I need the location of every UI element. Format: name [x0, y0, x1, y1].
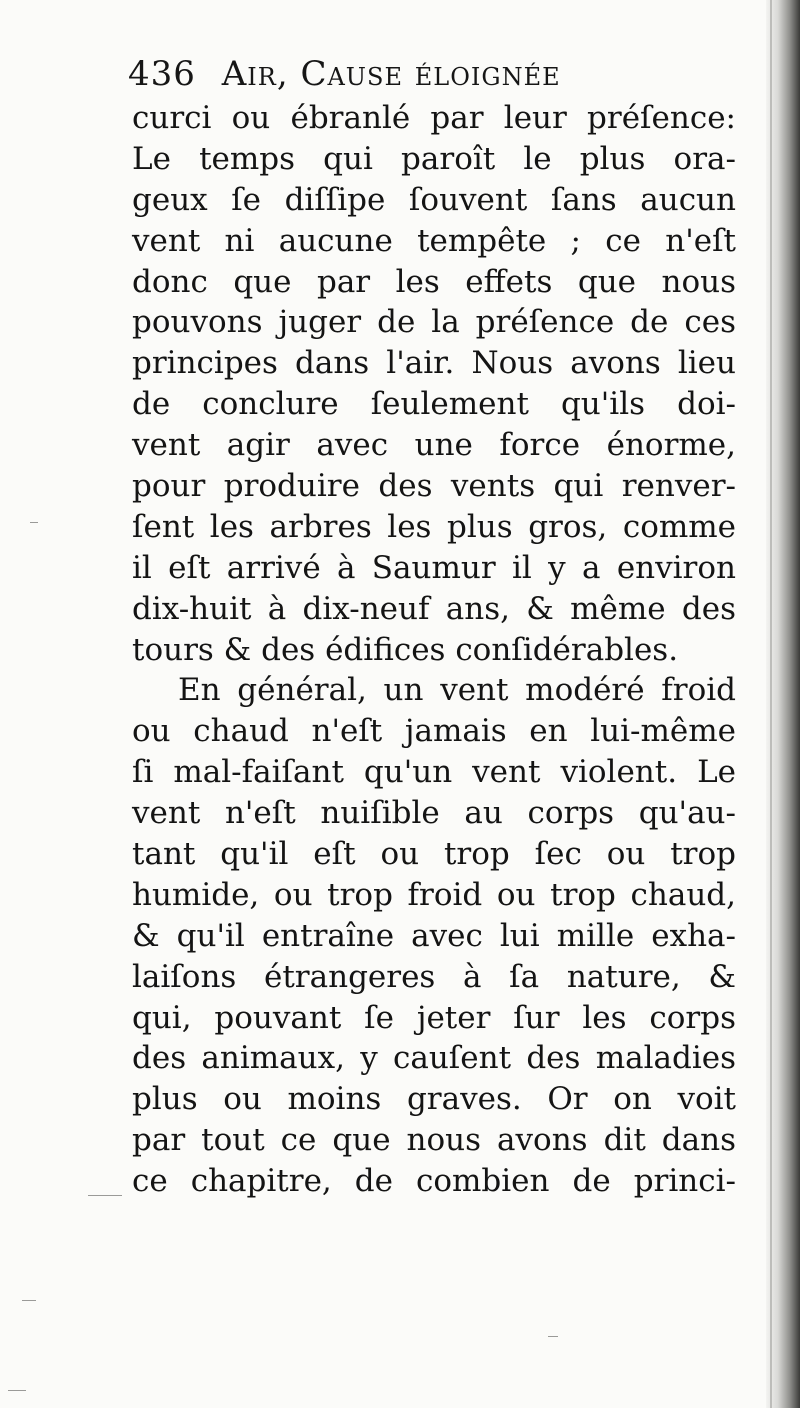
text-line: dix-huit à dix-neuf ans, & même des — [132, 590, 736, 627]
text-line: pouvons juger de la préſence de ces — [132, 304, 736, 341]
page-binding-edge — [766, 0, 800, 1408]
page-number: 436 — [128, 54, 196, 94]
text-line: vent agir avec une force énorme, — [132, 427, 736, 464]
text-line: ſi mal-faiſant qu'un vent violent. Le — [132, 754, 736, 791]
text-line: & qu'il entraîne avec lui mille exha- — [132, 917, 736, 954]
text-line: il eſt arrivé à Saumur il y a environ — [132, 549, 736, 586]
paragraph-end-line: tours & des édifices conſidérables. — [132, 631, 679, 668]
paper-speck — [548, 1336, 558, 1337]
text-line: principes dans l'air. Nous avons lieu — [132, 345, 736, 382]
text-line: curci ou ébranlé par leur préſence: — [132, 100, 736, 136]
text-line: humide, ou trop froid ou trop chaud, — [132, 876, 736, 913]
running-head-title: Air, Cause éloignée — [221, 54, 561, 94]
paper-speck — [88, 1195, 122, 1196]
text-line: par tout ce que nous avons dit dans — [132, 1122, 736, 1159]
text-line: Le temps qui paroît le plus ora- — [132, 140, 736, 177]
text-line: ſent les arbres les plus gros, comme — [132, 508, 736, 545]
text-line: vent ni aucune tempête ; ce n'eſt — [132, 222, 736, 259]
paper-speck — [30, 522, 38, 523]
text-line: geux ſe diſſipe ſouvent ſans aucun — [132, 181, 736, 218]
text-line: ce chapitre, de combien de princi- — [132, 1163, 736, 1200]
text-line: plus ou moins graves. Or on voit — [132, 1081, 736, 1118]
text-line: pour produire des vents qui renver- — [132, 468, 736, 505]
text-line: donc que par les effets que nous — [132, 263, 736, 300]
text-line: tant qu'il eſt ou trop ſec ou trop — [132, 836, 736, 873]
body-text — [132, 98, 736, 1202]
paragraph-start-line: En général, un vent modéré froid — [178, 672, 736, 709]
text-line: de conclure ſeulement qu'ils doi- — [132, 386, 736, 423]
paper-speck — [22, 1300, 36, 1301]
text-line: des animaux, y cauſent des maladies — [132, 1040, 736, 1077]
paper-speck — [8, 1390, 26, 1391]
text-line: ou chaud n'eſt jamais en lui-même — [132, 713, 736, 750]
text-line: laiſons étrangeres à ſa nature, & — [132, 958, 736, 995]
running-head — [128, 50, 561, 98]
text-line: qui, pouvant ſe jeter ſur les corps — [132, 999, 736, 1036]
text-line: vent n'eſt nuiſible au corps qu'au- — [132, 795, 736, 832]
